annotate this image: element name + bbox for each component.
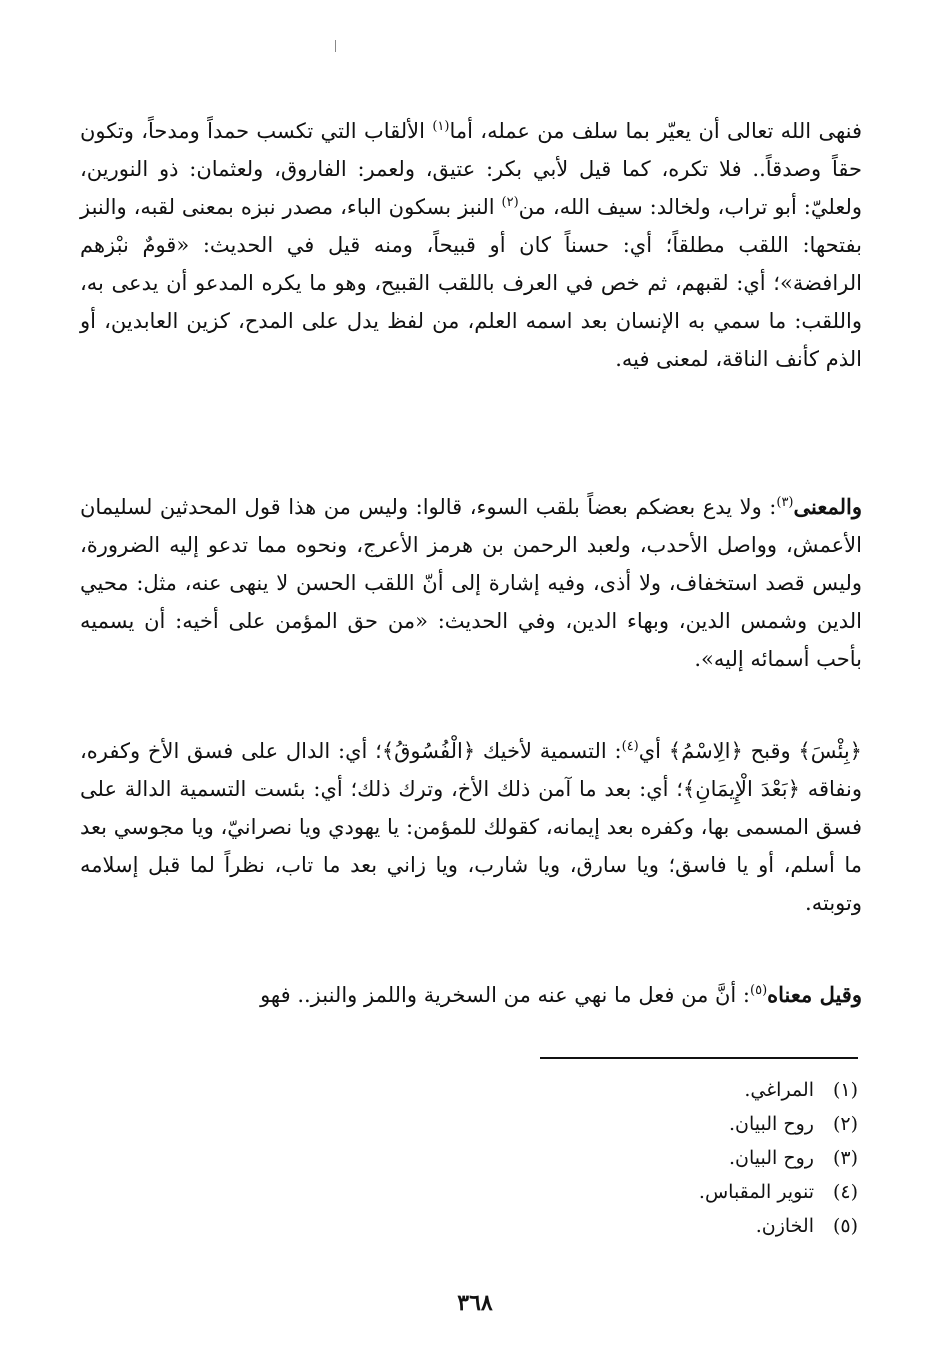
footnote-number: (٤) — [832, 1181, 858, 1203]
paragraph-1 — [80, 112, 862, 378]
text: فنهى الله تعالى أن يعيّر بما سلف من عمله، أما — [449, 119, 863, 143]
text: ﴿بِئْسَ﴾ وقبح ﴿الِاسْمُ﴾ أي — [638, 739, 862, 763]
text: : أنَّ من فعل ما نهي عنه من السخرية واللمز والنبز.. فهو — [260, 983, 750, 1007]
footnote-ref-4[interactable]: (٤) — [621, 739, 639, 754]
paragraph-4 — [80, 976, 862, 1014]
text: : ولا يدع بعضكم بعضاً بلقب السوء، قالوا: وليس من هذا قول المحدثين لسليمان الأعمش، وواصل الأحدب، ولعبد الرحمن بن هرمز الأعرج، ونحوه مما تدعو إليه الضرورة، وليس قصد استخفاف، ولا أذى، وفيه إشارة إلى أنّ اللقب الحسن لا ينهى عنه، مثل: محيي الدين وشمس الدين، وبهاء الدين، وفي الحديث: «من حق المؤمن على أخيه: أن يسميه بأحب أسمائه إليه». — [80, 495, 862, 671]
footnote-number: (٢) — [832, 1113, 858, 1135]
footnote-item — [438, 1073, 858, 1107]
lead-word: والمعنى — [793, 494, 862, 519]
footnote-item — [438, 1175, 858, 1209]
text: الألقاب التي تكسب حمداً ومدحاً، وتكون حقاً وصدقاً.. فلا تكره، كما قيل لأبي بكر: عتيق، ولعمر: الفاروق، ولعثمان: ذو النورين، ولعليّ: أبو تراب، ولخالد: سيف الله، من — [80, 119, 862, 219]
footnote-text: روح البيان. — [729, 1147, 814, 1169]
footnote-item — [438, 1209, 858, 1243]
footnotes — [438, 1073, 858, 1243]
paragraph-3 — [80, 732, 862, 922]
page-number: ٣٦٨ — [457, 1290, 493, 1316]
text: : التسمية لأخيك ﴿الْفُسُوقُ﴾؛ أي: الدال على فسق الأخ وكفره، ونفاقه ﴿بَعْدَ الْإِيمَانِ﴾؛ أي: بعد ما آمن ذلك الأخ، وترك ذلك؛ أي: بئست التسمية الدالة على فسق المسمى بها، وكفره بعد إيمانه، كقولك للمؤمن: يا يهودي ويا نصرانيّ، ويا مجوسي بعد ما أسلم، أو يا فاسق؛ ويا سارق، ويا شارب، ويا زاني بعد ما تاب، نظراً لما قبل إسلامه وتوبته. — [80, 739, 862, 915]
footnote-ref-3[interactable]: (٣) — [776, 495, 794, 510]
footnote-text: روح البيان. — [729, 1113, 814, 1135]
footnote-ref-5[interactable]: (٥) — [750, 983, 768, 998]
lead-word: وقيل معناه — [767, 982, 862, 1007]
footnote-text: المراغي. — [744, 1079, 814, 1101]
footnote-number: (٥) — [832, 1215, 858, 1237]
scan-mark — [335, 40, 336, 52]
footnote-item — [438, 1141, 858, 1175]
footnote-text: تنوير المقباس. — [698, 1181, 814, 1203]
text: النبز بسكون الباء، مصدر نبزه بمعنى لقبه، والنبز بفتحها: اللقب مطلقاً؛ أي: حسناً كان أو قبيحاً، ومنه قيل في الحديث: «قومٌ نبْزهم الرافضة»؛ أي: لقبهم، ثم خص في العرف باللقب القبيح، وهو ما يكره المدعو أن يدعى به، واللقب: ما سمي به الإنسان بعد اسمه العلم، من لفظ يدل على المدح، كزين العابدين، أو الذم كأنف الناقة، لمعنى فيه. — [80, 195, 862, 371]
footnote-number: (٣) — [832, 1147, 858, 1169]
footnote-ref-2[interactable]: (٢) — [501, 195, 519, 210]
footnote-divider — [540, 1057, 858, 1059]
paragraph-2 — [80, 488, 862, 678]
footnote-item — [438, 1107, 858, 1141]
footnote-ref-1[interactable]: (١) — [432, 119, 450, 134]
footnote-text: الخازن. — [755, 1215, 814, 1237]
footnote-number: (١) — [832, 1079, 858, 1101]
